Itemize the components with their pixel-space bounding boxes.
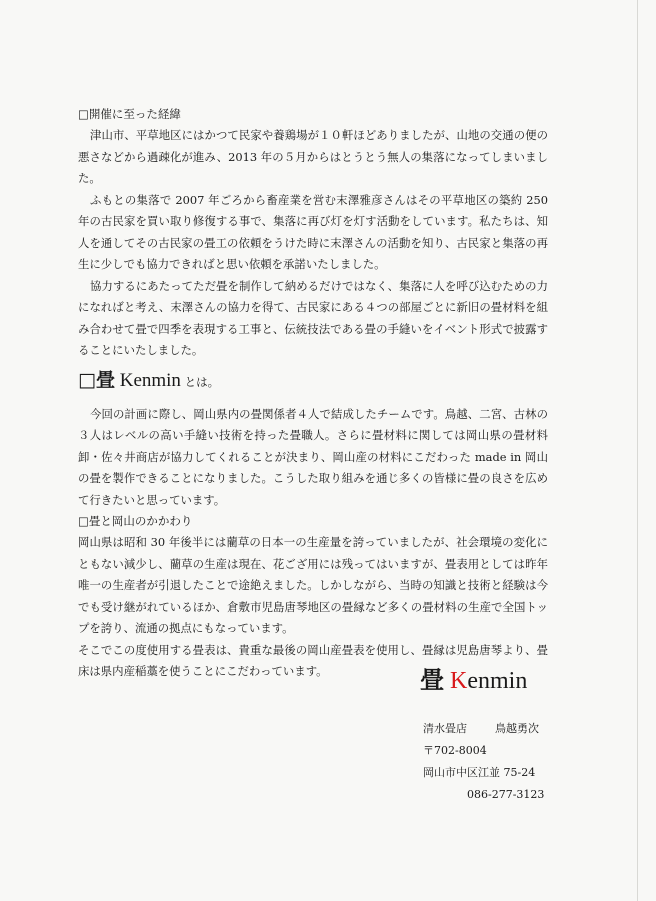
contact-name-row: [423, 718, 563, 740]
heading-suffix: とは。: [180, 374, 220, 389]
heading-latin: Kenmin: [114, 369, 181, 391]
heading-kanji: 畳: [95, 368, 115, 391]
background-paragraph-3: 協力するにあたってただ畳を制作して納めるだけではなく、集落に人を呼び込むための力になればと考え、末澤さんの協力を得て、古民家にある４つの部屋ごとに新旧の畳材料を組み合わせて畳で四季を表現する工事と、伝統技法である畳の手縫いをイベント形式で披露することにいたしました。: [78, 278, 548, 357]
section-heading-background: □開催に至った経緯: [78, 107, 181, 121]
logo-kanji: 畳: [420, 665, 444, 694]
contact-postal: 〒702-8004: [423, 744, 487, 757]
section-heading-kenmin: [78, 368, 548, 394]
logo-text: enmin: [467, 668, 528, 694]
background-paragraph-1: 津山市、平草地区にはかつて民家や養鶏場が１０軒ほどありましたが、山地の交通の便の悪さなどから過疎化が進み、2013 年の５月からはとうとう無人の集落になってしまいました。: [78, 128, 548, 185]
page-edge-line: [637, 0, 638, 901]
contact-phone: 086-277-3123: [467, 788, 545, 801]
section-heading-okayama: □畳と岡山のかかわり: [78, 514, 193, 528]
logo-red-k: K: [450, 668, 468, 694]
kenmin-paragraph: 今回の計画に際し、岡山県内の畳関係者４人で結成したチームです。鳥越、二宮、古林の３人はレベルの高い手縫い技術を持った畳職人。さらに畳材料に関しては岡山県の畳材料卸・佐々井商店が協力してくれることが決まり、岡山産の材料にこだわった made in 岡山の畳を製作できることになりました。こうした取り組みを通じ多くの皆様に畳の良さを広めて行きたいと思っています。: [78, 406, 548, 507]
contact-person: 鳥越勇次: [495, 722, 539, 735]
main-content: [78, 104, 548, 683]
contact-block: [423, 718, 563, 806]
okayama-paragraph-1: 岡山県は昭和 30 年後半には藺草の日本一の生産量を誇っていましたが、社会環境の変化にともない減少し、藺草の生産は現在、花ござ用には残ってはいますが、畳表用としては昨年唯一の生産者が引退したことで途絶えました。しかしながら、当時の知識と技術と経験は今でも受け継がれているほか、倉敷市児島唐琴地区の畳縁など多くの畳材料の生産で全国トップを誇り、流通の拠点にもなっています。: [78, 535, 548, 635]
kenmin-logo: [420, 665, 527, 696]
contact-address: 岡山市中区江並 75-24: [423, 766, 536, 779]
contact-shop: 清水畳店: [423, 722, 467, 735]
background-paragraph-2: ふもとの集落で 2007 年ごろから畜産業を営む末澤雅彦さんはその平草地区の築約 250 年の古民家を買い取り修復する事で、集落に再び灯を灯す活動をしています。私たちは、知人を通してその古民家の畳工の依頼をうけた時に末澤さんの活動を知り、古民家と集落の再生に少しでも協力できればと思い依頼を承諾いたしました。: [78, 192, 548, 271]
heading-box: □: [78, 368, 96, 391]
okayama-paragraph-2: そこでこの度使用する畳表は、貴重な最後の岡山産畳表を使用し、畳縁は児島唐琴より、畳床は県内産稲藁を使うことにこだわっています。: [78, 642, 548, 678]
